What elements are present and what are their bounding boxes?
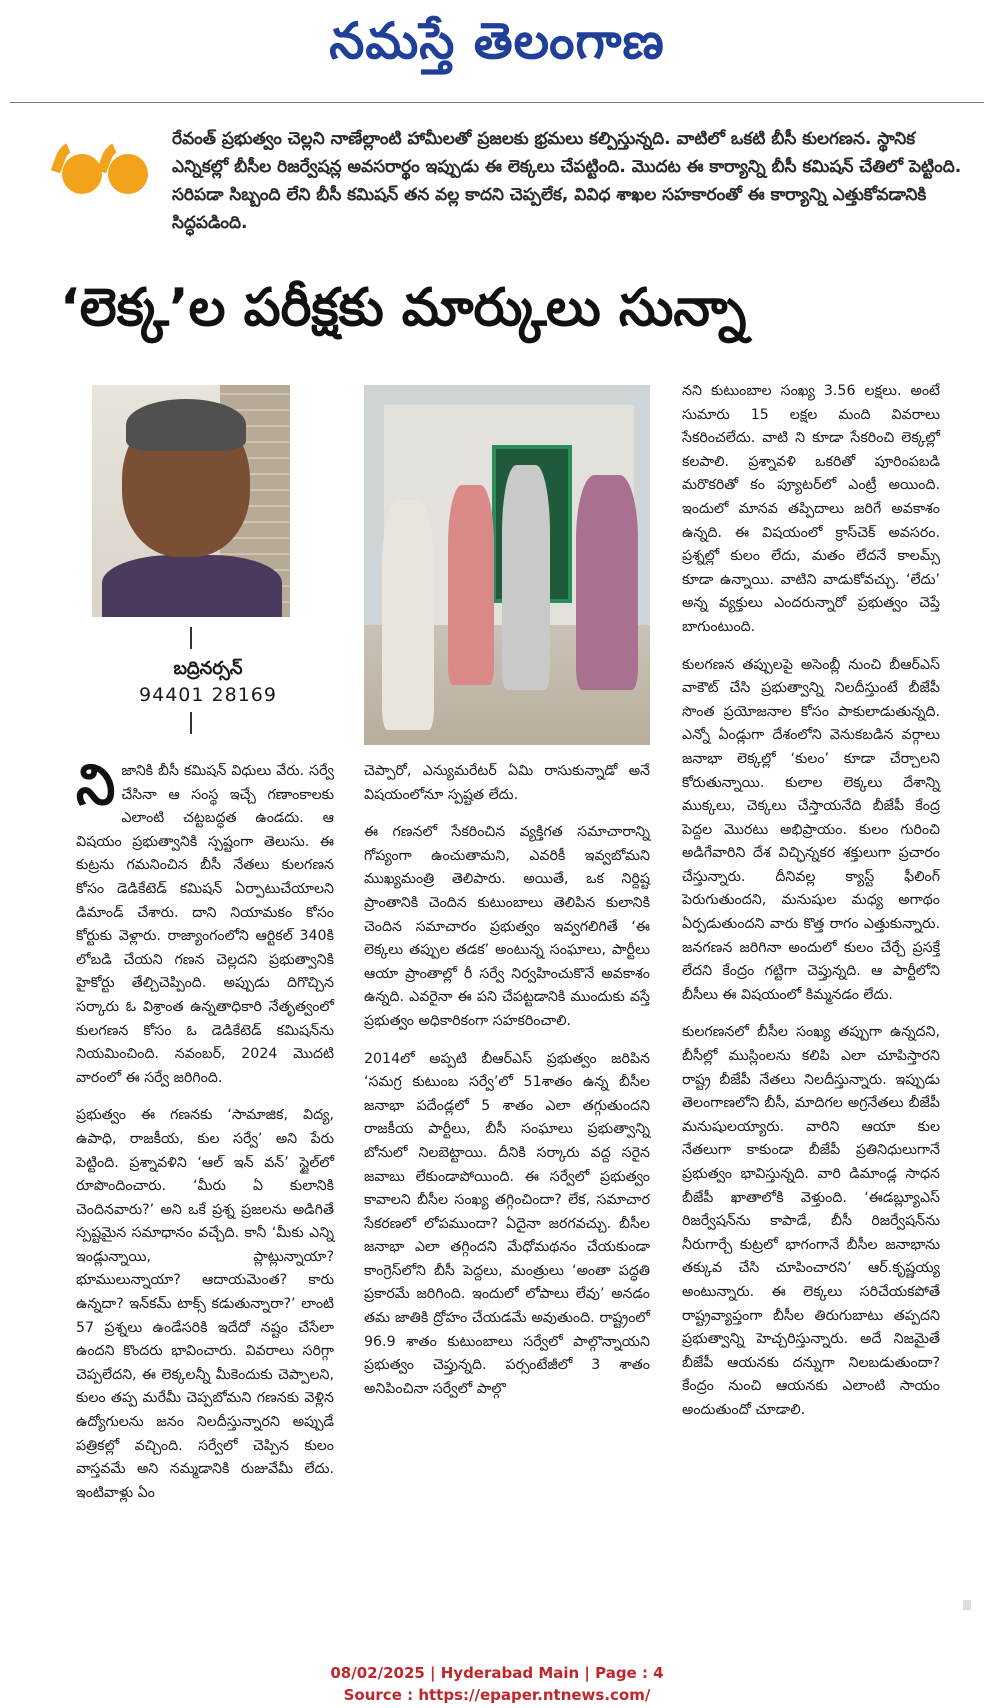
- column-middle: [364, 760, 650, 1415]
- quote-icon: [56, 146, 152, 210]
- column-right: [682, 380, 940, 1437]
- masthead: [0, 0, 994, 100]
- paragraph: కులగణనలో బీసీల సంఖ్య తప్పుగా ఉన్నదని, బీసీల్లో ముస్లింలను కలిపి ఎలా చూపిస్తారని రాష్ట్ర బీజేపీ నేతలు నిలదీస్తున్నారు. ఇప్పుడు తెలంగాణలోని బీసీ, మాదిగల అగ్రనేతలు బీజేపీ మనుషులయ్యారు. వారిని ఆయా కుల నేతలుగా కాకుండా బీజేపీ ప్రతినిధులుగానే ప్రభుత్వం భావిస్తున్నది. వారి డిమాండ్ల సాధన బీజేపీ ఖాతాలోకి వెళ్తుంది. ‘ఈడబ్ల్యూఎస్ రిజర్వేషన్‌ను కాపాడే, బీసీ రిజర్వేషన్‌ను నీరుగార్చే కుట్రలో భాగంగానే బీసీల జనాభాను తక్కువ చేసి చూపించారని’ ఆర్.కృష్ణయ్య అంటున్నారు. ఈ లెక్కలు సరిచేయకపోతే రాష్ట్రవ్యాప్తంగా బీసీల తిరుగుబాటు తప్పదని ప్రభుత్వాన్ని హెచ్చరిస్తున్నారు. అదే నిజమైతే బీజేపీ ఆయనకు దన్నుగా నిలబడుతుందా? కేంద్రం నుంచి ఆయనకు ఎలాంటి సాయం అందుతుందో చూడాలి.: [682, 1024, 940, 1418]
- masthead-title: నమస్తే తెలంగాణ: [329, 12, 665, 70]
- author-divider-top: [190, 627, 192, 649]
- paragraph: 2014లో అప్పటి బీఆర్‌ఎస్ ప్రభుత్వం జరిపిన ‘సమగ్ర కుటుంబ సర్వే’లో 51శాతం ఉన్న బీసీల జనాభా పదేండ్లలో 5 శాతం ఎలా తగ్గుతుందని రాజకీయ పార్టీలు, బీసీ సంఘాలు ప్రభుత్వాన్ని బోనులో నిలబెట్టాయి. దీనికి సర్కారు వద్ద సరైన జవాబు లేకుండాపోయింది. ఈ సర్వేలో ప్రభుత్వం కావాలని బీసీల సంఖ్య తగ్గించిందా? లేక, సమాచార సేకరణలో లోపముందా? ఏదైనా జరగవచ్చు. బీసీల జనాభా ఎలా తగ్గిందని మేధోమథనం చేయకుండా కాంగ్రెస్‌లోని బీసీ పెద్దలు, మంత్రులు ‘అంతా పద్ధతి ప్రకారమే జరిగింది. ఇందులో లోపాలు లేవు’ అనడం తమ జాతికి ద్రోహం చేయడమే అవుతుంది. రాష్ట్రంలో 96.9 శాతం కుటుంబాలు సర్వేలో పాల్గొన్నాయని ప్రభుత్వం చెప్తున్నది. పర్సంటేజీలో 3 శాతం అనిపించినా సర్వేలో పాల్గొ: [364, 1050, 650, 1397]
- author-divider-bottom: [190, 712, 192, 734]
- drop-cap: ని: [76, 753, 116, 818]
- footer-source-link[interactable]: Source : https://epaper.ntnews.com/: [343, 1686, 651, 1704]
- survey-scene-photo: [364, 385, 650, 745]
- paragraph: నిజానికి బీసీ కమిషన్ విధులు వేరు. సర్వే చేసినా ఆ సంస్థ ఇచ్చే గణాంకాలకు ఎలాంటి చట్టబద్ధత ఉండదు. ఆ విషయం ప్రభుత్వానికి స్పష్టంగా తెలుసు. ఈ కుట్రను గమనించిన బీసీ నేతలు కులగణన కోసం డెడికేటెడ్ కమిషన్ ఏర్పాటుచేయాలని డిమాండ్ చేశారు. దాని నియామకం కోసం కోర్టుకు వెళ్లారు. రాజ్యాంగంలోని ఆర్టికల్ 340కి లోబడి చేయని గణన చెల్లదని ప్రభుత్వానికి హైకోర్టు తేల్చిచెప్పింది. అప్పుడు దిగొచ్చిన సర్కారు ఓ విశ్రాంత ఉన్నతాధికారి నేతృత్వంలో కులగణన కోసం ఓ డెడికేటెడ్ కమిషన్‌ను నియమించింది. నవంబర్, 2024 మొదటి వారంలో ఈ సర్వే జరిగింది.: [76, 753, 334, 1086]
- paragraph: కులగణన తప్పులపై అసెంబ్లీ నుంచి బీఆర్‌ఎస్ వాకౌట్ చేసి ప్రభుత్వాన్ని నిలదీస్తుంటే బీజేపీ సొంత ప్రయోజనాల కోసం పాకులాడుతున్నది. ఎన్నో ఏండ్లుగా దేశంలోని వెనుకబడిన వర్గాలు జనాభా లెక్కల్లో ‘కులం’ కూడా చేర్చాలని కోరుతున్నాయి. కులాల లెక్కలు దేశాన్ని ముక్కలు, చెక్కలు చేస్తాయనేది బీజేపీ కేంద్ర పెద్దల మొరటు అభిప్రాయం. కులం గురించి అడిగేవారిని దేశ విచ్ఛిన్నకర శక్తులుగా ప్రచారం చేస్తున్నారు. దీనివల్ల క్యాస్ట్ ఫీలింగ్ పెరుగుతుందని, మనుషుల మధ్య అగాథం ఏర్పడుతుందని వారు కొత్త రాగం ఎత్తుకున్నారు. జనగణన జరిగినా అందులో కులం చేర్చే ప్రసక్తే లేదని కేంద్రం గట్టిగా చెప్తున్నది. ఆ పార్టీలోని బీసీలు ఈ విషయంలో కిమ్మనడం లేదు.: [682, 656, 940, 1003]
- column-left: [76, 753, 334, 1519]
- headline: ‘లెక్క’ల పరీక్షకు మార్కులు సున్నా: [60, 278, 747, 338]
- paragraph: ప్రభుత్వం ఈ గణనకు ‘సామాజిక, విద్య, ఉపాధి, రాజకీయ, కుల సర్వే’ అని పేరు పెట్టింది. ప్రశ్నావళిని ‘ఆల్ ఇన్ వన్’ స్టైల్‌లో రూపొందించారు. ‘మీరు ఏ కులానికి చెందినవారు?’ అని ఒకే ప్రశ్న ప్రజలను అడిగితే స్పష్టమైన సమాధానం వచ్చేది. కానీ ‘మీకు ఎన్ని ఇండ్లున్నాయి, ప్లాట్లున్నాయా? భూములున్నాయా? ఆదాయమెంత? కారు ఉన్నదా? ఇన్‌కమ్ టాక్స్ కడుతున్నారా?’ లాంటి 57 ప్రశ్నలు ఉండేసరికి ఇదేదో నష్టం చేసేలా ఉందని కొందరు భావించారు. వివరాలు సరిగ్గా చెప్పలేదని, ఈ లెక్కలన్నీ మీకెందుకు చెప్పాలని, కులం తప్ప మరేమీ చెప్పబోమని గణనకు వెళ్లిన ఉద్యోగులను జనం నిలదీస్తున్నారని అప్పుడే పత్రికల్లో వచ్చింది. సర్వేలో చెప్పిన కులం వాస్తవమే అని నమ్మడానికి రుజువేమీ లేదు. ఇంటివాళ్లు ఏం: [76, 1107, 334, 1501]
- author-photo: [92, 385, 290, 617]
- paragraph: నని కుటుంబాల సంఖ్య 3.56 లక్షలు. అంటే సుమారు 15 లక్షల మంది వివరాలు సేకరించలేదు. వాటి ని కూడా సేకరించి లెక్కల్లో కలపాలి. ప్రశ్నావళి ఒకరితో పూరింపబడి మరొకరితో కం ప్యూటర్‌లో ఎంట్రీ అయింది. ఇందులో మానవ తప్పిదాలు జరిగే అవకాశం ఉన్నది. ఈ విషయంలో క్రాస్‌చెక్ అవసరం. ప్రశ్నల్లో కులం లేదు, మతం లేదనే కాలమ్స్ కూడా ఉన్నాయి. వాటిని వాడుకోవచ్చు. ‘లేదు’ అన్న వ్యక్తులు ఎందరున్నారో ప్రభుత్వం చెప్తే బాగుంటుంది.: [682, 383, 940, 635]
- paragraph: చెప్పారో, ఎన్యుమరేటర్ ఏమి రాసుకున్నాడో అనే విషయంలోనూ స్పష్టత లేదు.: [364, 763, 650, 803]
- paragraph: ఈ గణనలో సేకరించిన వ్యక్తిగత సమాచారాన్ని గోప్యంగా ఉంచుతామని, ఎవరికీ ఇవ్వబోమని ముఖ్యమంత్రి తెలిపారు. అయితే, ఒక నిర్దిష్ట ప్రాంతానికి చెందిన కుటుంబాలు తెలిపిన కులానికి చెందిన సమాచారం ప్రభుత్వం ఇవ్వగలిగితే ‘ఈ లెక్కలు తప్పుల తడక’ అంటున్న సంఘాలు, పార్టీలు ఆయా ప్రాంతాల్లో రీ సర్వే నిర్వహించుకొనే అవకాశం ఉన్నది. ఎవరైనా ఈ పని చేపట్టడానికి ముందుకు వస్తే ప్రభుత్వం అధికారికంగా సహకరించాలి.: [364, 824, 650, 1029]
- masthead-divider: [10, 102, 984, 103]
- corner-mark: [963, 1600, 971, 1610]
- author-phone: 94401 28169: [139, 684, 277, 706]
- pull-quote: రేవంత్ ప్రభుత్వం చెల్లని నాణేల్లాంటి హామీలతో ప్రజలకు భ్రమలు కల్పిస్తున్నది. వాటిలో ఒకటి బీసీ కులగణన. స్థానిక ఎన్నికల్లో బీసీల రిజర్వేషన్ల అవసరార్థం ఇప్పుడు ఈ లెక్కలు చేపట్టింది. మొదట ఈ కార్యాన్ని బీసీ కమిషన్ చేతిలో పెట్టింది. సరిపడా సిబ్బంది లేని బీసీ కమిషన్ తన వల్ల కాదని చెప్పలేక, వివిధ శాఖల సహకారంతో ఈ కార్యాన్ని ఎత్తుకోవడానికి సిద్ధపడింది.: [172, 129, 962, 233]
- author-name: బద్రినర్సన్: [173, 658, 243, 679]
- footer-date-line: 08/02/2025 | Hyderabad Main | Page : 4: [330, 1664, 664, 1682]
